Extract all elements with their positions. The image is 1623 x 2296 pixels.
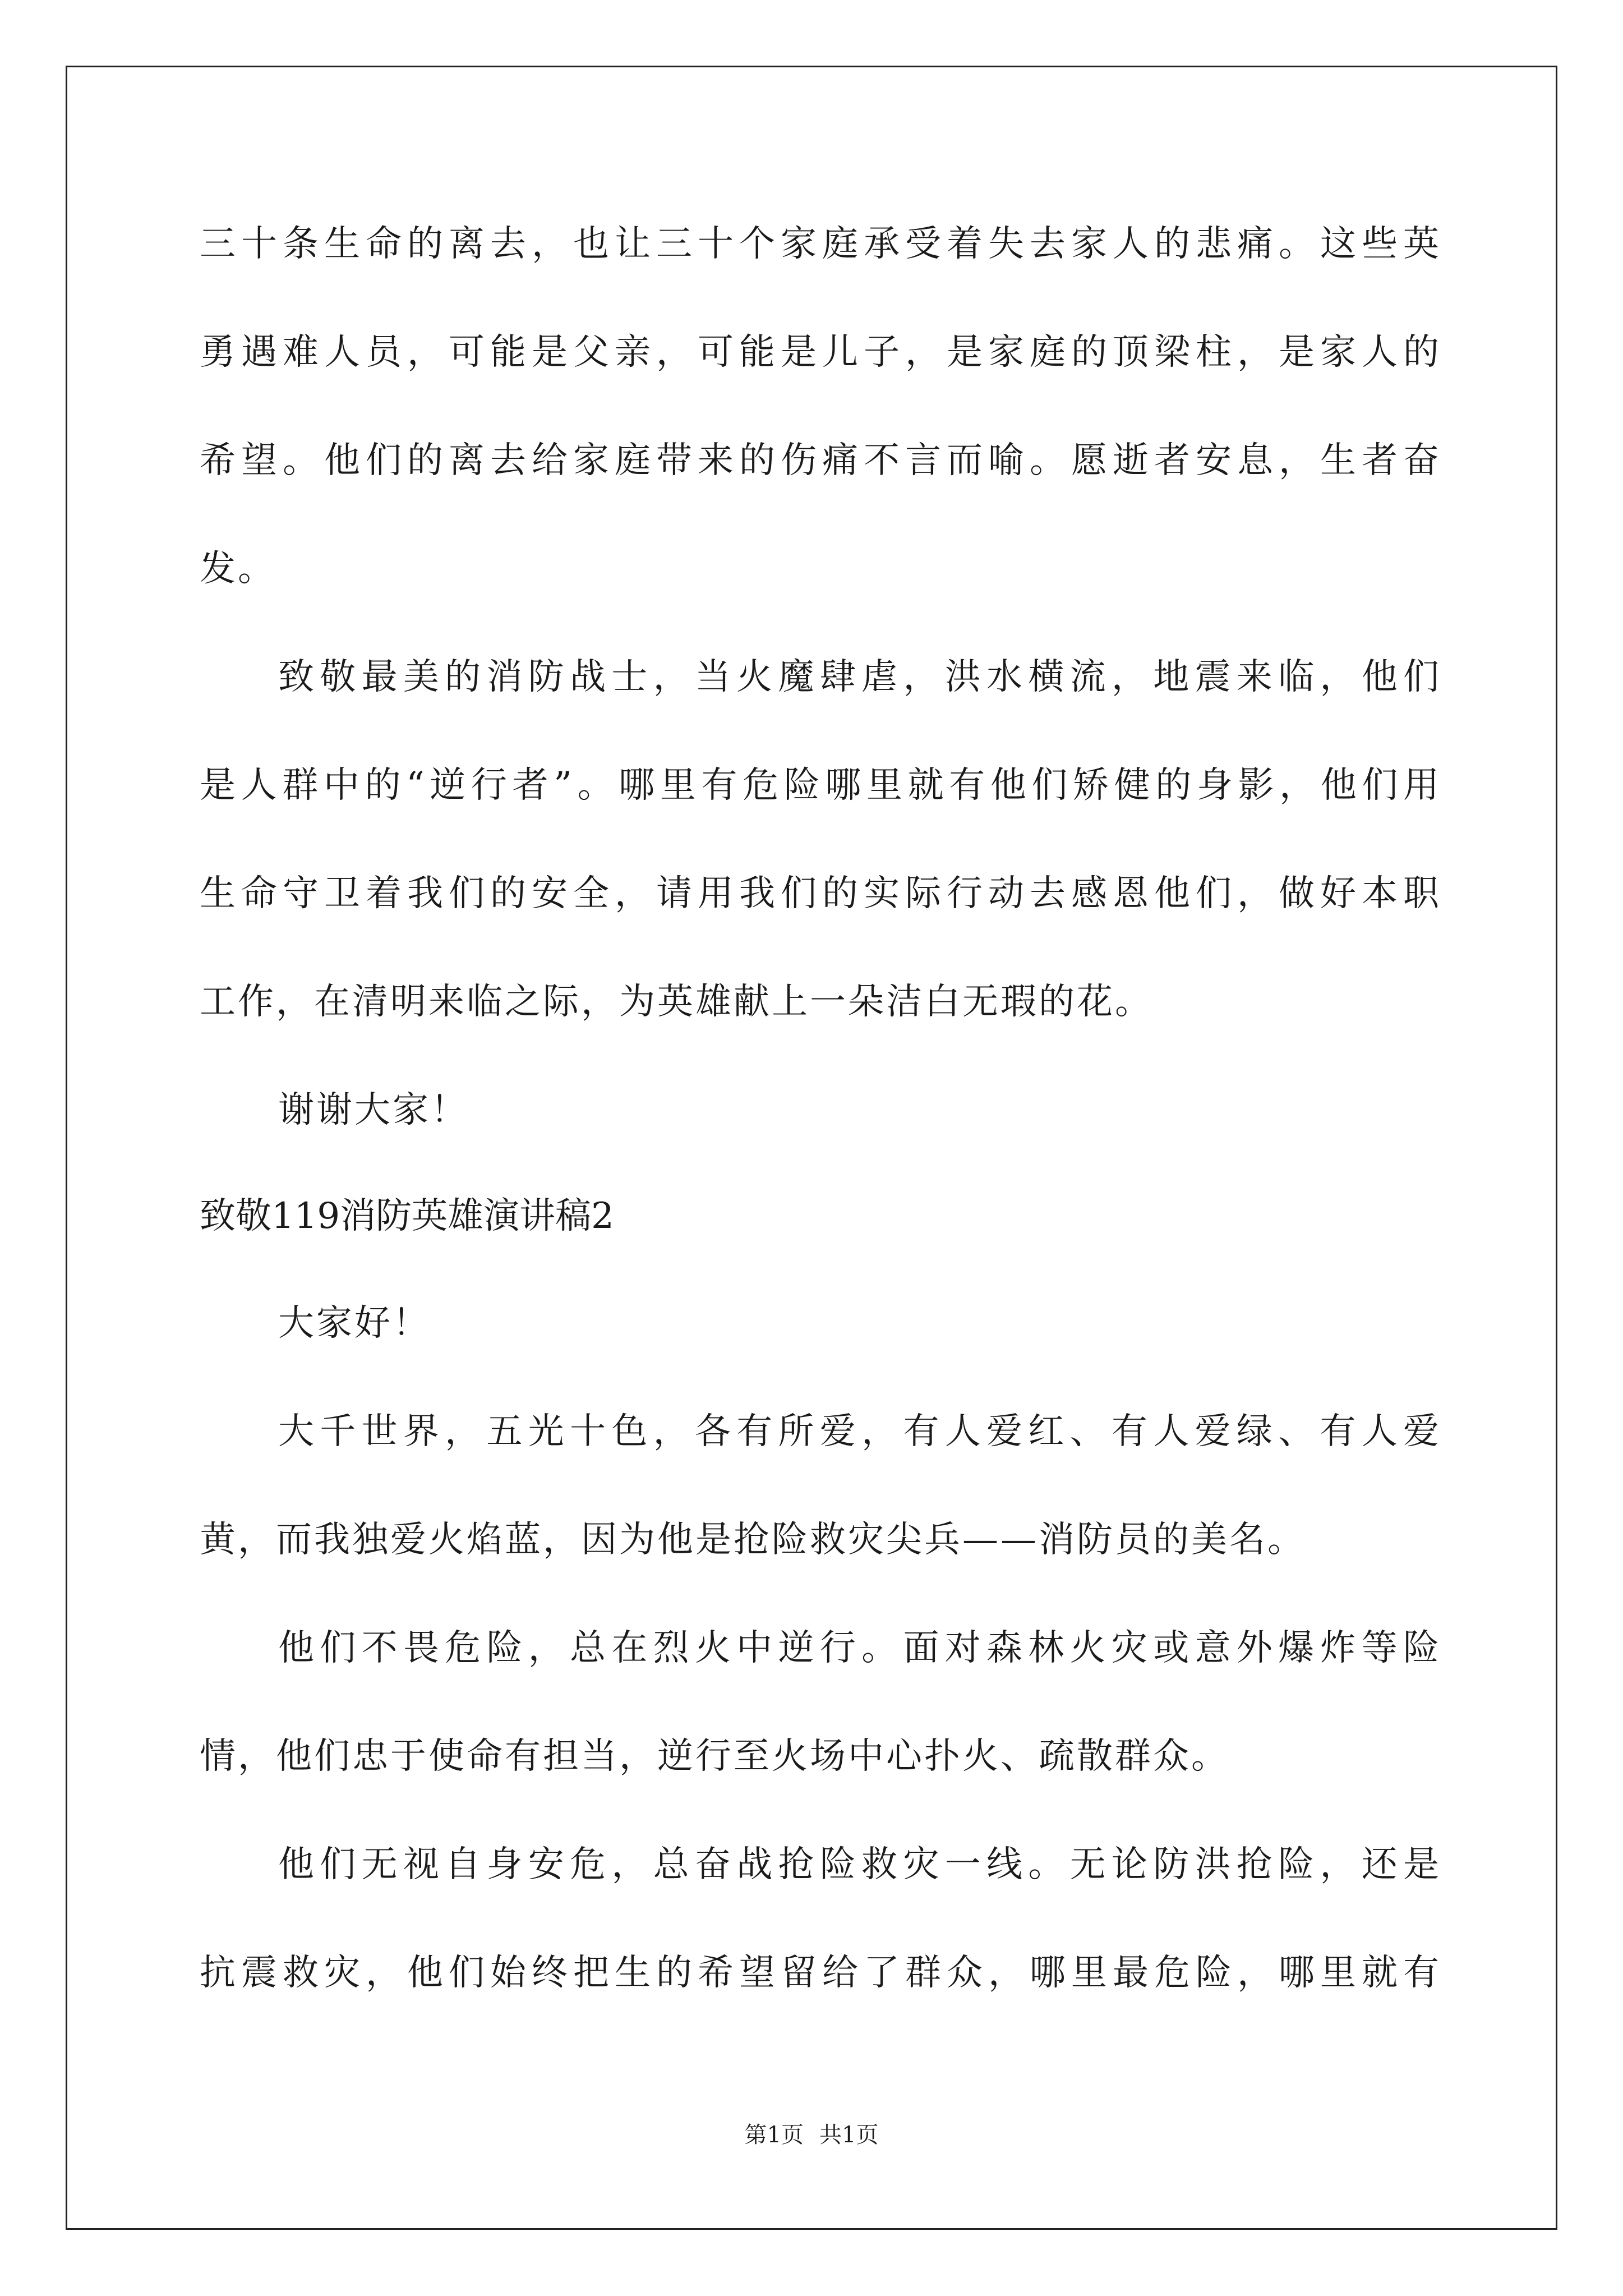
paragraph-line: 黄，而我独爱火焰蓝，因为他是抢险救灾尖兵——消防员的美名。 [200, 1519, 1306, 1561]
greeting-line: 大家好！ [278, 1303, 431, 1344]
page-number: 第1页 [744, 2122, 804, 2148]
paragraph-line: 大千世界，五光十色，各有所爱，有人爱红、有人爱绿、有人爱 [278, 1411, 1439, 1452]
paragraph-line: 是人群中的“逆行者”。哪里有危险哪里就有他们矫健的身影，他们用 [200, 765, 1439, 806]
paragraph-line: 他们不畏危险，总在烈火中逆行。面对森林火灾或意外爆炸等险 [278, 1627, 1439, 1669]
section-heading: 致敬119消防英雄演讲稿2 [200, 1195, 614, 1237]
paragraph-line: 生命守卫着我们的安全，请用我们的实际行动去感恩他们，做好本职 [200, 873, 1439, 914]
paragraph-line: 工作，在清明来临之际，为英雄献上一朵洁白无瑕的花。 [200, 981, 1153, 1023]
paragraph-line: 他们无视自身安危，总奋战抢险救灾一线。无论防洪抢险，还是 [278, 1844, 1439, 1885]
paragraph-line: 情，他们忠于使命有担当，逆行至火场中心扑火、疏散群众。 [200, 1736, 1229, 1777]
closing-line: 谢谢大家！ [278, 1089, 469, 1131]
paragraph-line: 致敬最美的消防战士，当火魔肆虐，洪水横流，地震来临，他们 [278, 656, 1439, 698]
page-footer [0, 2118, 1623, 2152]
paragraph-line: 发。 [200, 548, 276, 590]
page-total: 共1页 [819, 2122, 879, 2148]
paragraph-line: 希望。他们的离去给家庭带来的伤痛不言而喻。愿逝者安息，生者奋 [200, 440, 1439, 481]
page-border [66, 66, 1557, 2230]
paragraph-line: 勇遇难人员，可能是父亲，可能是儿子，是家庭的顶梁柱，是家人的 [200, 332, 1439, 373]
paragraph-line: 三十条生命的离去，也让三十个家庭承受着失去家人的悲痛。这些英 [200, 223, 1439, 265]
paragraph-line: 抗震救灾，他们始终把生的希望留给了群众，哪里最危险，哪里就有 [200, 1952, 1439, 1994]
